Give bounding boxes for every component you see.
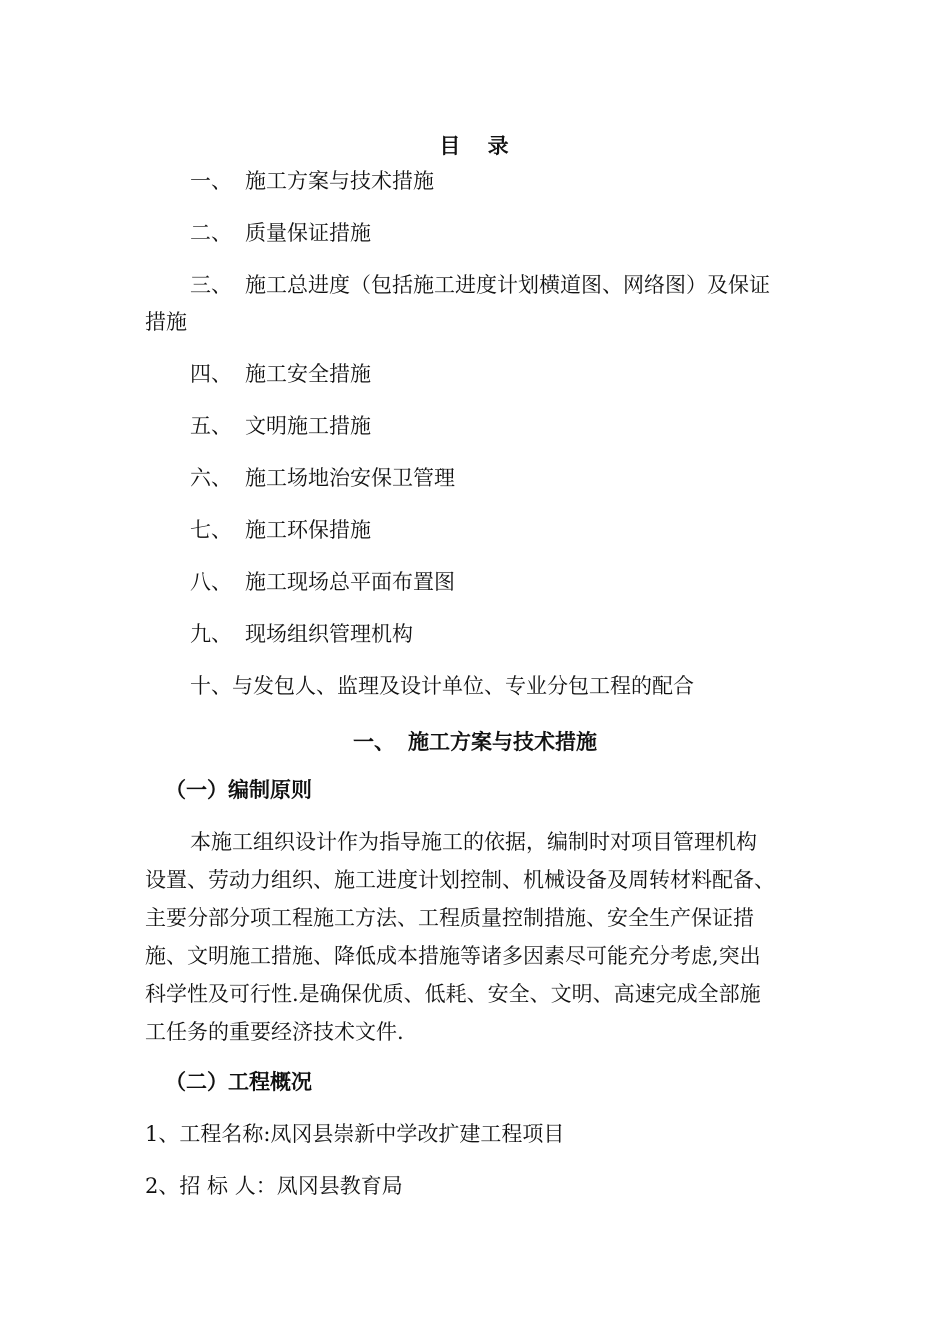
paragraph-line: 工任务的重要经济技术文件. [145,1020,404,1044]
toc-item [190,360,371,388]
toc-item-number: 六、 [190,466,232,490]
toc-item [190,672,694,700]
toc-item-continuation: 措施 [145,310,187,334]
subsection-heading: （二）工程概况 [165,1069,312,1094]
toc-item-number: 二、 [190,221,232,245]
toc-item-label: 施工安全措施 [245,362,371,386]
toc-item-label: 施工总进度（包括施工进度计划横道图、网络图）及保证 [245,273,770,297]
paragraph-line: 施、文明施工措施、降低成本措施等诸多因素尽可能充分考虑,突出 [145,944,761,968]
toc-item [190,464,455,492]
section-number: 一、 [353,729,395,754]
toc-item-label: 与发包人、监理及设计单位、专业分包工程的配合 [232,674,694,698]
toc-item-number: 十、 [190,674,232,698]
toc-item-label: 施工场地治安保卫管理 [245,466,455,490]
toc-item-number: 五、 [190,414,232,438]
section-heading [0,726,950,756]
paragraph-line: 本施工组织设计作为指导施工的依据，编制时对项目管理机构 [190,830,757,854]
toc-item [190,516,371,544]
section-title: 施工方案与技术措施 [408,729,597,754]
toc-item [190,412,371,440]
toc-item-number: 四、 [190,362,232,386]
toc-item [190,568,455,596]
subsection-heading: （一）编制原则 [165,777,312,802]
project-info-line: 2、招 标 人：凤冈县教育局 [145,1174,403,1198]
toc-item-number: 七、 [190,518,232,542]
toc-title: 目 录 [439,133,511,158]
toc-item-label: 施工环保措施 [245,518,371,542]
toc-item-number: 三、 [190,273,232,297]
toc-item-number: 一、 [190,169,232,193]
toc-item-number: 九、 [190,622,232,646]
toc-item [190,620,413,648]
paragraph-line: 设置、劳动力组织、施工进度计划控制、机械设备及周转材料配备、 [145,868,775,892]
toc-item-label: 现场组织管理机构 [245,622,413,646]
toc-item-label: 施工方案与技术措施 [245,169,434,193]
paragraph-line: 科学性及可行性.是确保优质、低耗、安全、文明、高速完成全部施 [145,982,761,1006]
toc-item-label: 质量保证措施 [245,221,371,245]
paragraph-line: 主要分部分项工程施工方法、工程质量控制措施、安全生产保证措 [145,906,754,930]
toc-item-number: 八、 [190,570,232,594]
toc-item [190,219,371,247]
toc-item-label: 文明施工措施 [245,414,371,438]
toc-item [190,271,770,299]
toc-item-label: 施工现场总平面布置图 [245,570,455,594]
toc-item [190,167,434,195]
project-info-line: 1、工程名称:凤冈县崇新中学改扩建工程项目 [145,1122,565,1146]
